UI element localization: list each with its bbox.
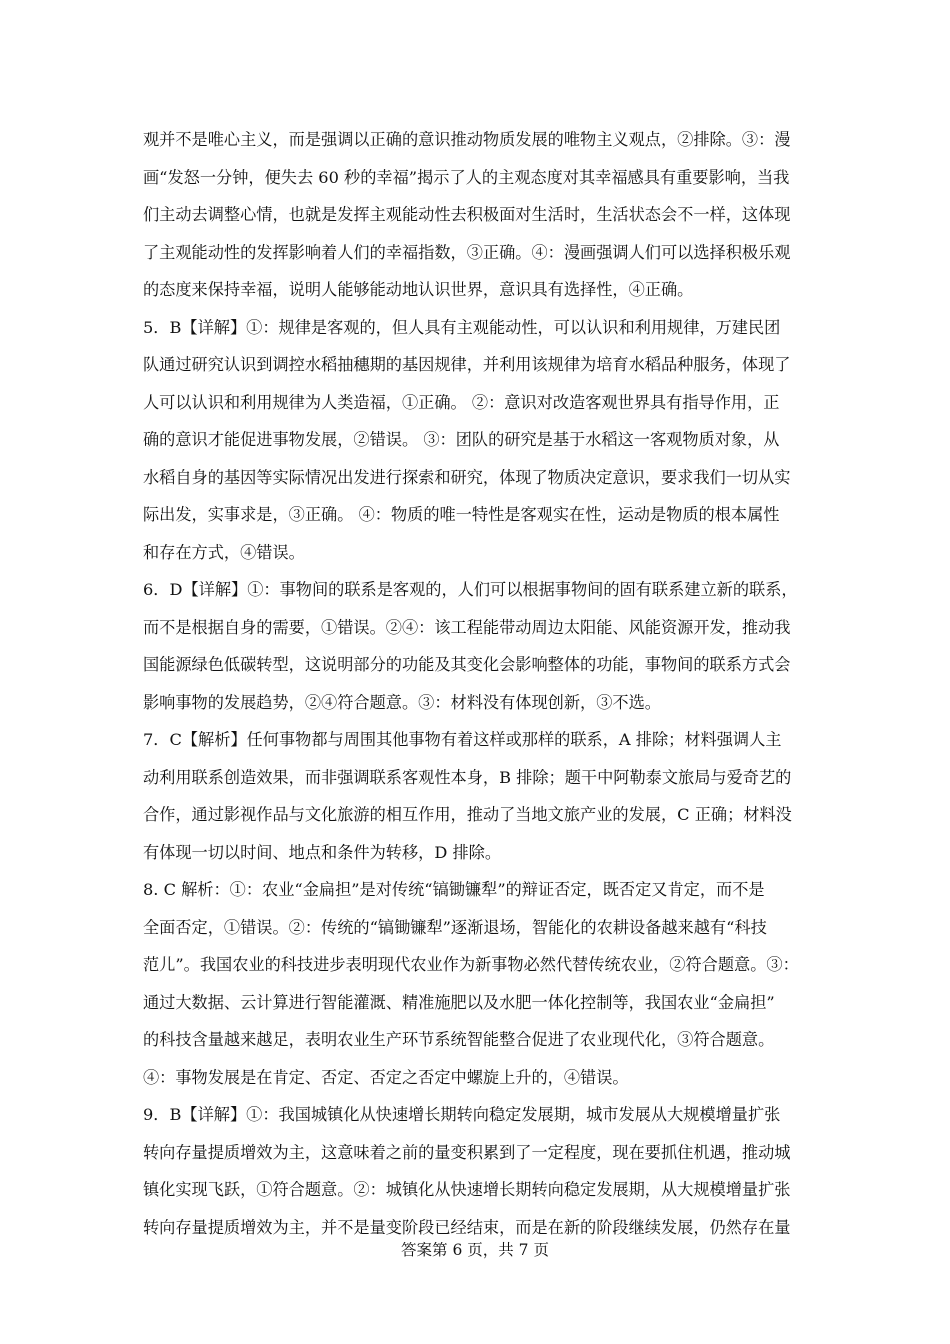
text-line: 队通过研究认识到调控水稻抽穗期的基因规律，并利用该规律为培育水稻品种服务，体现了: [143, 355, 791, 374]
text-line: 了主观能动性的发挥影响着人们的幸福指数，③正确。④：漫画强调人们可以选择积极乐观: [143, 242, 791, 262]
text-line: 8. C 解析：①：农业“金扁担”是对传统“镐锄镰犁”的辩证否定，既否定又肯定，而不是: [143, 880, 765, 899]
text-line: 全面否定，①错误。②：传统的“镐锄镰犁”逐渐退场，智能化的农耕设备越来越有“科技: [143, 917, 767, 937]
text-line: ④：事物发展是在肯定、否定、否定之否定中螺旋上升的，④错误。: [143, 1067, 629, 1087]
text-line: 7．C【解析】任何事物都与周围其他事物有着这样或那样的联系，A 排除；材料强调人主: [143, 730, 782, 749]
text-line: 有体现一切以时间、地点和条件为转移，D 排除。: [143, 842, 502, 862]
text-line: 观并不是唯心主义，而是强调以正确的意识推动物质发展的唯物主义观点，②排除。③：漫: [143, 130, 791, 149]
text-line: 国能源绿色低碳转型，这说明部分的功能及其变化会影响整体的功能，事物间的联系方式会: [143, 655, 791, 674]
text-line: 通过大数据、云计算进行智能灌溉、精准施肥以及水肥一体化控制等，我国农业“金扁担”: [143, 992, 775, 1012]
text-line: 转向存量提质增效为主，并不是量变阶段已经结束，而是在新的阶段继续发展，仍然存在量: [143, 1217, 791, 1237]
text-line: 转向存量提质增效为主，这意味着之前的量变积累到了一定程度，现在要抓住机遇，推动城: [143, 1142, 791, 1162]
text-line: 画“发怒一分钟，便失去 60 秒的幸福”揭示了人的主观态度对其幸福感具有重要影响，当我: [143, 167, 790, 187]
text-line: 人可以认识和利用规律为人类造福，①正确。 ②：意识对改造客观世界具有指导作用，正: [143, 392, 780, 412]
text-line: 合作，通过影视作品与文化旅游的相互作用，推动了当地文旅产业的发展，C 正确；材料没: [143, 805, 792, 824]
text-line: 确的意识才能促进事物发展，②错误。 ③：团队的研究是基于水稻这一客观物质对象，从: [143, 430, 780, 449]
text-line: 的态度来保持幸福，说明人能够能动地认识世界，意识具有选择性，④正确。: [143, 280, 694, 299]
text-line: 的科技含量越来越足，表明农业生产环节系统智能整合促进了农业现代化，③符合题意。: [143, 1030, 775, 1049]
text-line: 9．B【详解】①：我国城镇化从快速增长期转向稳定发展期，城市发展从大规模增量扩张: [143, 1105, 781, 1124]
text-line: 而不是根据自身的需要，①错误。②④：该工程能带动周边太阳能、风能资源开发，推动我: [143, 617, 791, 637]
page-footer: 答案第 6 页，共 7 页: [401, 1241, 549, 1259]
text-line: 们主动去调整心情，也就是发挥主观能动性去积极面对生活时，生活状态会不一样，这体现: [143, 205, 791, 224]
text-line: 动利用联系创造效果，而非强调联系客观性本身，B 排除；题干中阿勒泰文旅局与爱奇艺的: [143, 767, 792, 787]
text-line: 镇化实现飞跃，①符合题意。②：城镇化从快速增长期转向稳定发展期，从大规模增量扩张: [143, 1180, 791, 1199]
text-line: 6．D【详解】①：事物间的联系是客观的，人们可以根据事物间的固有联系建立新的联系，: [143, 580, 798, 599]
text-line: 影响事物的发展趋势，②④符合题意。③：材料没有体现创新，③不选。: [143, 692, 661, 712]
answer-text-body: [143, 121, 827, 1246]
text-line: 和存在方式，④错误。: [143, 542, 305, 562]
text-line: 际出发，实事求是，③正确。 ④：物质的唯一特性是客观实在性，运动是物质的根本属性: [143, 505, 780, 524]
text-line: 5．B【详解】①：规律是客观的，但人具有主观能动性，可以认识和利用规律，万建民团: [143, 317, 781, 337]
text-line: 范儿”。我国农业的科技进步表明现代农业作为新事物必然代替传统农业，②符合题意。③：: [143, 955, 799, 974]
text-line: 水稻自身的基因等实际情况出发进行探索和研究，体现了物质决定意识，要求我们一切从实: [143, 467, 791, 487]
